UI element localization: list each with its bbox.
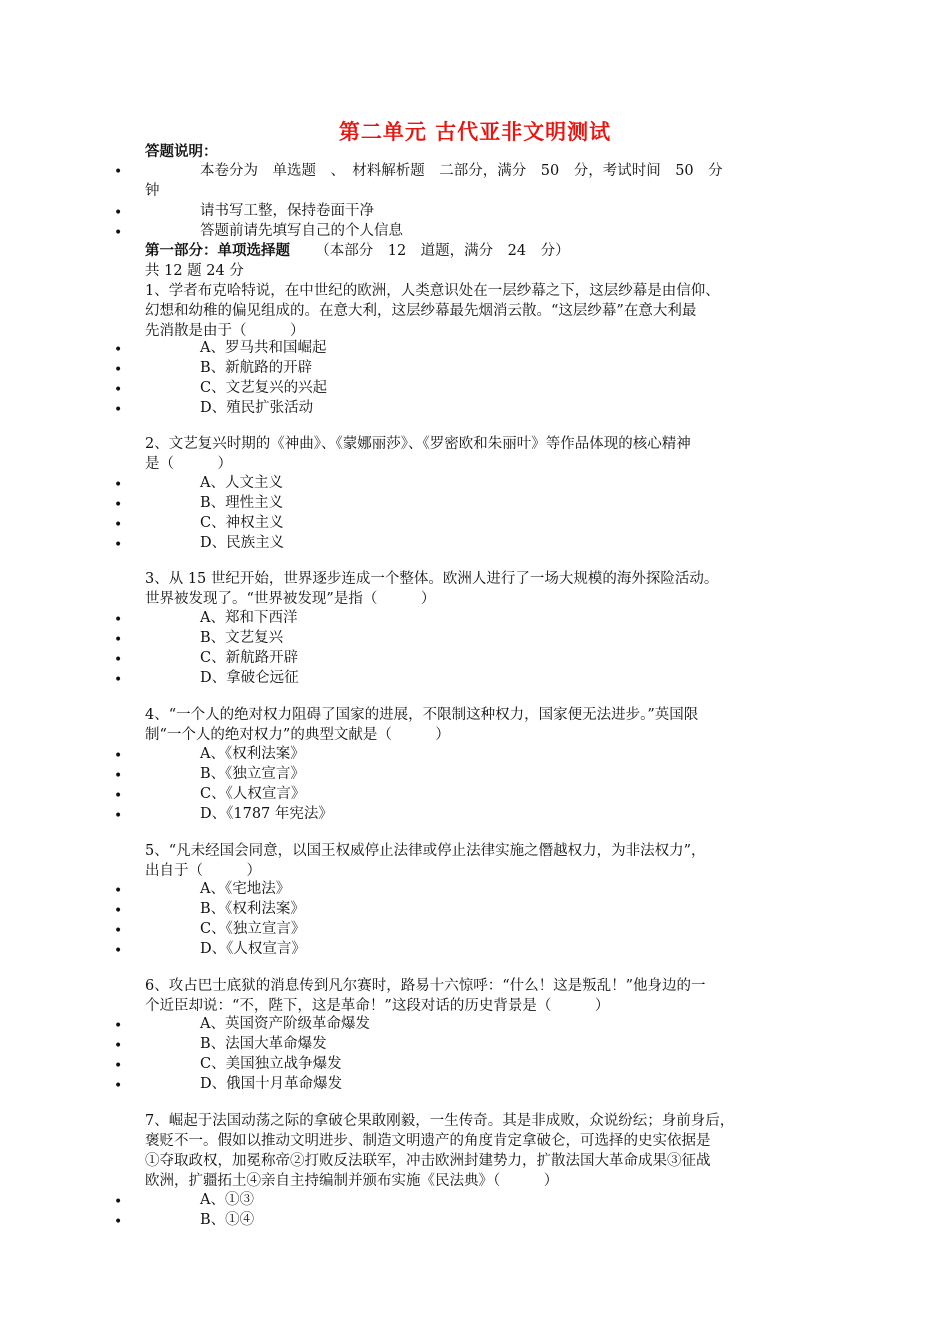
bullet-icon: •: [114, 497, 123, 513]
question-3-option-c[interactable]: C、新航路开辟: [200, 650, 299, 666]
part1-heading-row: [145, 241, 570, 261]
question-4-text-line: 制“一个人的绝对权力”的典型文献是（ ）: [145, 727, 450, 743]
bullet-icon: •: [114, 537, 123, 553]
bullet-icon: •: [114, 612, 123, 628]
question-3-option-b[interactable]: B、文艺复兴: [200, 630, 284, 646]
question-3-option-a[interactable]: A、郑和下西洋: [200, 610, 298, 626]
bullet-icon: •: [114, 342, 123, 358]
question-1-text-line: 1、学者布克哈特说，在中世纪的欧洲，人类意识处在一层纱幕之下，这层纱幕是由信仰、: [145, 283, 720, 299]
instructions-header: 答题说明：: [145, 144, 218, 160]
bullet-icon: •: [114, 748, 123, 764]
question-1-option-d[interactable]: D、殖民扩张活动: [200, 400, 314, 416]
question-1-option-a[interactable]: A、罗马共和国崛起: [200, 340, 327, 356]
question-1-text-line: 先消散是由于（ ）: [145, 323, 305, 339]
question-6-option-d[interactable]: D、俄国十月革命爆发: [200, 1076, 343, 1092]
bullet-icon: •: [114, 923, 123, 939]
question-7-option-a[interactable]: A、①③: [200, 1192, 254, 1208]
question-2-option-a[interactable]: A、人文主义: [200, 475, 283, 491]
question-7-text-line: 褒贬不一。假如以推动文明进步、制造文明遗产的角度肯定拿破仑，可选择的史实依据是: [145, 1133, 711, 1149]
question-5-option-c[interactable]: C、《独立宣言》: [200, 921, 306, 937]
bullet-icon: •: [114, 672, 123, 688]
question-7-option-b[interactable]: B、①④: [200, 1212, 255, 1228]
bullet-icon: •: [114, 1018, 123, 1034]
instruction-line-1-cont: 钟: [145, 183, 160, 199]
question-4-option-b[interactable]: B、《独立宣言》: [200, 766, 305, 782]
question-4-option-a[interactable]: A、《权利法案》: [200, 746, 305, 762]
question-6-text-line: 6、攻占巴士底狱的消息传到凡尔赛时，路易十六惊呼：“什么！这是叛乱！”他身边的一: [145, 978, 706, 994]
bullet-icon: •: [114, 883, 123, 899]
question-5-option-d[interactable]: D、《人权宣言》: [200, 941, 306, 957]
bullet-icon: •: [114, 652, 123, 668]
question-5-text-line: 5、“凡未经国会同意，以国王权威停止法律或停止法律实施之僭越权力，为非法权力”，: [145, 843, 706, 859]
bullet-icon: •: [114, 632, 123, 648]
bullet-icon: •: [114, 164, 123, 180]
bullet-icon: •: [114, 1038, 123, 1054]
part1-summary: 共 12 题 24 分: [145, 263, 244, 279]
bullet-icon: •: [114, 362, 123, 378]
instruction-line-1: 本卷分为 单选题 、 材料解析题 二部分，满分 50 分，考试时间 50 分: [200, 163, 723, 179]
question-2-text-line: 2、文艺复兴时期的《神曲》、《蒙娜丽莎》、《罗密欧和朱丽叶》等作品体现的核心精神: [145, 436, 691, 452]
question-7-text-line: ①夺取政权，加冕称帝②打败反法联军，冲击欧洲封建势力，扩散法国大革命成果③征战: [145, 1153, 711, 1169]
bullet-icon: •: [114, 1214, 123, 1230]
bullet-icon: •: [114, 1078, 123, 1094]
instruction-line-3: 答题前请先填写自己的个人信息: [200, 223, 403, 239]
bullet-icon: •: [114, 477, 123, 493]
question-6-text-line: 个近臣却说：“不，陛下，这是革命！”这段对话的历史背景是（ ）: [145, 998, 610, 1014]
part1-heading: 第一部分：单项选择题: [145, 243, 290, 259]
bullet-icon: •: [114, 1194, 123, 1210]
bullet-icon: •: [114, 402, 123, 418]
bullet-icon: •: [114, 788, 123, 804]
question-7-text-line: 7、崛起于法国动荡之际的拿破仑果敢刚毅，一生传奇。其是非成败，众说纷纭；身前身后，: [145, 1113, 735, 1129]
page-title: 第二单元 古代亚非文明测试: [338, 120, 612, 144]
question-1-text-line: 幻想和幼稚的偏见组成的。在意大利，这层纱幕最先烟消云散。“这层纱幕”在意大利最: [145, 303, 697, 319]
question-1-option-b[interactable]: B、新航路的开辟: [200, 360, 313, 376]
question-5-text-line: 出自于（ ）: [145, 863, 261, 879]
question-3-text-line: 世界被发现了。“世界被发现”是指（ ）: [145, 591, 436, 607]
question-5-option-a[interactable]: A、《宅地法》: [200, 881, 291, 897]
part1-heading-note: （本部分 12 道题，满分 24 分）: [315, 243, 570, 259]
question-2-text-line: 是（ ）: [145, 456, 232, 472]
question-3-option-d[interactable]: D、拿破仑远征: [200, 670, 299, 686]
question-4-option-c[interactable]: C、《人权宣言》: [200, 786, 306, 802]
question-3-text-line: 3、从 15 世纪开始，世界逐步连成一个整体。欧洲人进行了一场大规模的海外探险活动。: [145, 571, 719, 587]
bullet-icon: •: [114, 205, 123, 221]
question-2-option-c[interactable]: C、神权主义: [200, 515, 284, 531]
question-6-option-a[interactable]: A、英国资产阶级革命爆发: [200, 1016, 370, 1032]
question-5-option-b[interactable]: B、《权利法案》: [200, 901, 305, 917]
question-4-option-d[interactable]: D、《1787 年宪法》: [200, 806, 333, 822]
question-7-text-line: 欧洲，扩疆拓土④亲自主持编制并颁布实施《民法典》（ ）: [145, 1173, 559, 1189]
question-2-option-b[interactable]: B、理性主义: [200, 495, 284, 511]
question-6-option-b[interactable]: B、法国大革命爆发: [200, 1036, 327, 1052]
question-6-option-c[interactable]: C、美国独立战争爆发: [200, 1056, 342, 1072]
bullet-icon: •: [114, 808, 123, 824]
question-2-option-d[interactable]: D、民族主义: [200, 535, 285, 551]
question-4-text-line: 4、“一个人的绝对权力阻碍了国家的进展，不限制这种权力，国家便无法进步。”英国限: [145, 707, 699, 723]
bullet-icon: •: [114, 903, 123, 919]
question-1-option-c[interactable]: C、文艺复兴的兴起: [200, 380, 328, 396]
bullet-icon: •: [114, 768, 123, 784]
bullet-icon: •: [114, 1058, 123, 1074]
bullet-icon: •: [114, 382, 123, 398]
bullet-icon: •: [114, 943, 123, 959]
bullet-icon: •: [114, 517, 123, 533]
bullet-icon: •: [114, 225, 123, 241]
instruction-line-2: 请书写工整，保持卷面干净: [200, 203, 374, 219]
